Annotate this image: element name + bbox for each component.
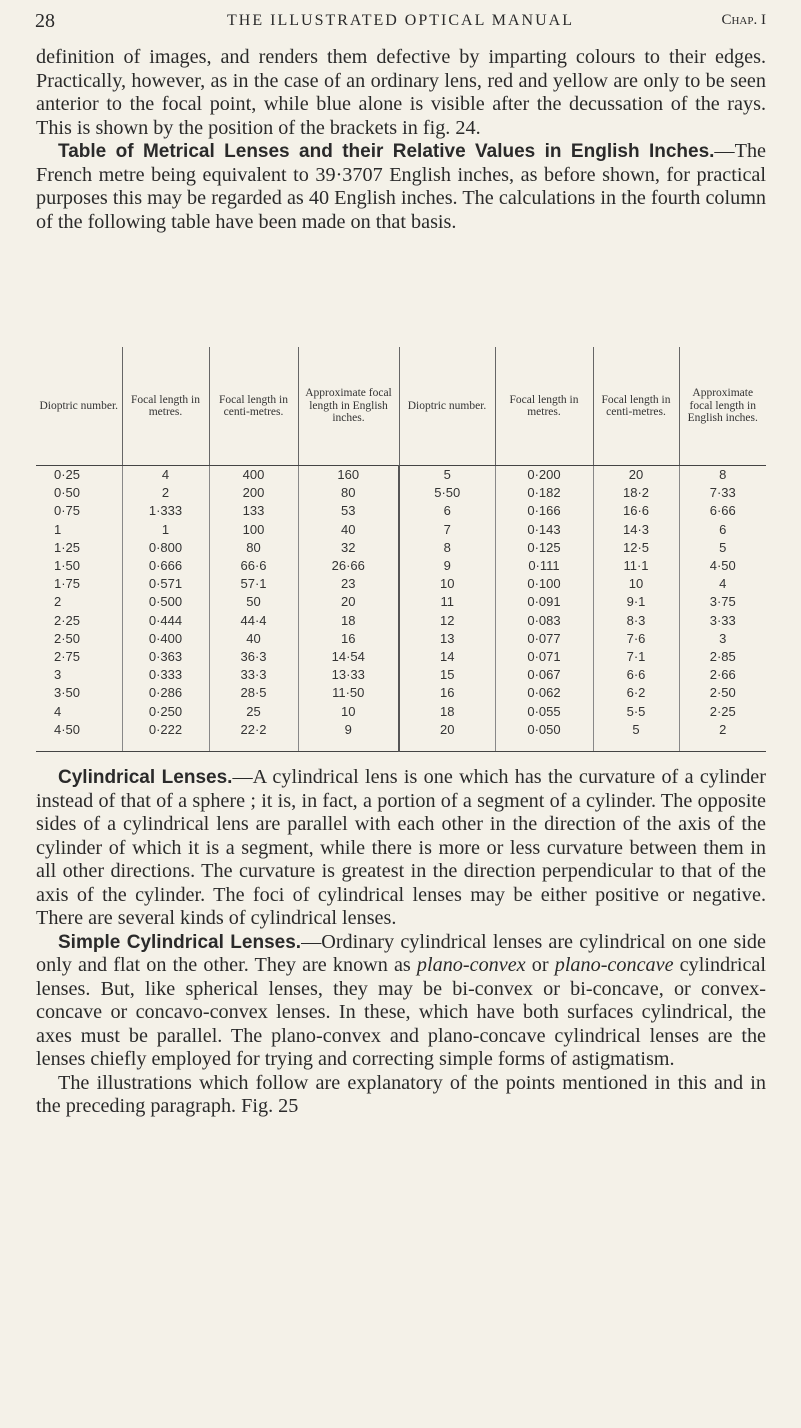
table-row bbox=[36, 666, 766, 684]
table-cell: 25 bbox=[209, 702, 298, 720]
table-cell: 32 bbox=[298, 539, 399, 557]
bottom-text bbox=[36, 766, 766, 1119]
table-cell: 7·6 bbox=[593, 630, 679, 648]
table-cell: 0·25 bbox=[54, 467, 81, 483]
table-cell: 66·6 bbox=[209, 557, 298, 575]
table-cell: 8 bbox=[679, 466, 766, 485]
table-cell: 6·6 bbox=[593, 666, 679, 684]
table-cell: 18 bbox=[298, 612, 399, 630]
table-cell: 0·111 bbox=[495, 557, 593, 575]
table-cell: 12 bbox=[399, 612, 495, 630]
table-cell: 4 bbox=[122, 466, 209, 485]
table-cell: 11 bbox=[399, 593, 495, 611]
table-row bbox=[36, 648, 766, 666]
table-row bbox=[36, 721, 766, 752]
table-cell: 2·66 bbox=[679, 666, 766, 684]
table-cell: 1·333 bbox=[122, 502, 209, 520]
cylindrical-lenses-heading: Cylindrical Lenses. bbox=[58, 767, 233, 788]
table-row bbox=[36, 502, 766, 520]
table-cell: 9·1 bbox=[593, 593, 679, 611]
table-cell: 13 bbox=[399, 630, 495, 648]
plano-convex-term: plano-convex bbox=[416, 954, 526, 976]
table-cell: 5 bbox=[399, 466, 495, 485]
table-cell: 1·25 bbox=[54, 539, 81, 555]
table-cell: 2·85 bbox=[679, 648, 766, 666]
table-cell: 33·3 bbox=[209, 666, 298, 684]
table-cell: 6·2 bbox=[593, 684, 679, 702]
table-cell: 2 bbox=[122, 484, 209, 502]
table-cell: 2·25 bbox=[679, 702, 766, 720]
table-cell: 0·400 bbox=[122, 630, 209, 648]
table-cell: 26·66 bbox=[298, 557, 399, 575]
table-cell: 16 bbox=[399, 684, 495, 702]
table-row bbox=[36, 593, 766, 611]
table-row bbox=[36, 575, 766, 593]
table-cell: 7·33 bbox=[679, 484, 766, 502]
table-cell: 36·3 bbox=[209, 648, 298, 666]
table-cell: 9 bbox=[298, 721, 399, 752]
table-cell: 80 bbox=[298, 484, 399, 502]
plano-concave-term: plano-concave bbox=[554, 954, 674, 976]
table-cell: 0·125 bbox=[495, 539, 593, 557]
table-cell: 1·50 bbox=[54, 558, 81, 574]
table-cell: 50 bbox=[209, 593, 298, 611]
table-cell: 6 bbox=[679, 521, 766, 539]
table-cell: 133 bbox=[209, 502, 298, 520]
table-cell: 2 bbox=[679, 721, 766, 752]
column-header: Focal length in centi-metres. bbox=[209, 347, 298, 466]
table-cell: 7 bbox=[399, 521, 495, 539]
table-cell: 20 bbox=[298, 593, 399, 611]
table-row bbox=[36, 484, 766, 502]
column-header: Dioptric number. bbox=[36, 347, 122, 466]
column-header: Approximate focal length in English inches. bbox=[298, 347, 399, 466]
table-row bbox=[36, 684, 766, 702]
metrical-lens-table bbox=[36, 347, 766, 752]
table-cell: 57·1 bbox=[209, 575, 298, 593]
table-cell: 3 bbox=[679, 630, 766, 648]
table-cell: 2 bbox=[54, 594, 62, 610]
table-cell: 0·067 bbox=[495, 666, 593, 684]
table-cell: 5 bbox=[593, 721, 679, 752]
table-cell: 4 bbox=[54, 703, 62, 719]
table-cell: 7·1 bbox=[593, 648, 679, 666]
column-header: Focal length in metres. bbox=[495, 347, 593, 466]
table-cell: 100 bbox=[209, 521, 298, 539]
table-cell: 1·75 bbox=[54, 576, 81, 592]
table-cell: 80 bbox=[209, 539, 298, 557]
table-cell: 0·571 bbox=[122, 575, 209, 593]
simple-cylindrical-heading: Simple Cylindrical Lenses. bbox=[58, 931, 302, 953]
table-cell: 0·062 bbox=[495, 684, 593, 702]
table-cell: 0·363 bbox=[122, 648, 209, 666]
table-cell: 1 bbox=[122, 521, 209, 539]
table-cell: 0·071 bbox=[495, 648, 593, 666]
table-cell: 10 bbox=[593, 575, 679, 593]
table-cell: 0·250 bbox=[122, 702, 209, 720]
table-cell: 15 bbox=[399, 666, 495, 684]
table-cell: 5·5 bbox=[593, 702, 679, 720]
table-cell: 2·50 bbox=[54, 630, 81, 646]
table-cell: 0·050 bbox=[495, 721, 593, 752]
table-cell: 0·182 bbox=[495, 484, 593, 502]
table-cell: 10 bbox=[298, 702, 399, 720]
table-cell: 2·75 bbox=[54, 648, 81, 664]
table-cell: 0·100 bbox=[495, 575, 593, 593]
table-cell: 200 bbox=[209, 484, 298, 502]
table-cell: 0·800 bbox=[122, 539, 209, 557]
table-cell: 0·055 bbox=[495, 702, 593, 720]
table-cell: 6·66 bbox=[679, 502, 766, 520]
column-header: Approximate focal length in English inches. bbox=[679, 347, 766, 466]
table-cell: 12·5 bbox=[593, 539, 679, 557]
table-cell: 53 bbox=[298, 502, 399, 520]
table-cell: 0·083 bbox=[495, 612, 593, 630]
simple-text: cylindrical lenses. But, like spherical lenses, they may be bi-convex or bi-concave, or convex-concave or concavo-convex lenses. In these, which have both surfaces cylindrical, the axes must be parallel. The plano-convex and plano-concave cylindrical lenses are the lenses chiefly employed for trying and correcting simple forms of astigmatism. bbox=[36, 954, 766, 1070]
table-cell: 160 bbox=[298, 466, 399, 485]
table-body bbox=[36, 466, 766, 752]
running-title: THE ILLUSTRATED OPTICAL MANUAL bbox=[227, 12, 574, 29]
table-row bbox=[36, 466, 766, 485]
table-cell: 28·5 bbox=[209, 684, 298, 702]
table-cell: 23 bbox=[298, 575, 399, 593]
table-cell: 20 bbox=[399, 721, 495, 752]
table-cell: 4·50 bbox=[679, 557, 766, 575]
top-text bbox=[36, 46, 766, 234]
table-cell: 5 bbox=[679, 539, 766, 557]
chapter-label: Chap. I bbox=[721, 12, 766, 28]
table-cell: 11·1 bbox=[593, 557, 679, 575]
table-cell: 13·33 bbox=[298, 666, 399, 684]
table-cell: 0·200 bbox=[495, 466, 593, 485]
table-cell: 20 bbox=[593, 466, 679, 485]
table-cell: 1 bbox=[54, 521, 62, 537]
table-row bbox=[36, 612, 766, 630]
table-cell: 4·50 bbox=[36, 721, 122, 752]
table-header-row bbox=[36, 347, 766, 466]
table-cell: 0·500 bbox=[122, 593, 209, 611]
table-cell: 0·333 bbox=[122, 666, 209, 684]
table-cell: 11·50 bbox=[298, 684, 399, 702]
column-header: Focal length in centi-metres. bbox=[593, 347, 679, 466]
table-row bbox=[36, 539, 766, 557]
table-row bbox=[36, 557, 766, 575]
table-section-body: —The French metre being equivalent to 39·3707 English inches, as before shown, for practical purposes this may be regarded as 40 English inches. The calculations in the fourth column of the following table have been made on that basis. bbox=[36, 140, 766, 233]
page-number: 28 bbox=[35, 10, 55, 32]
table-cell: 16 bbox=[298, 630, 399, 648]
table-section-heading: Table of Metrical Lenses and their Relative Values in English Inches. bbox=[58, 141, 715, 162]
table-cell: 14·3 bbox=[593, 521, 679, 539]
table-cell: 14 bbox=[399, 648, 495, 666]
table-cell: 14·54 bbox=[298, 648, 399, 666]
table-cell: 18 bbox=[399, 702, 495, 720]
table-cell: 4 bbox=[679, 575, 766, 593]
table-cell: 2·25 bbox=[54, 612, 81, 628]
table-cell: 6 bbox=[399, 502, 495, 520]
table-cell: 0·444 bbox=[122, 612, 209, 630]
table-cell: 0·091 bbox=[495, 593, 593, 611]
table-cell: 0·50 bbox=[54, 485, 81, 501]
table-cell: 2·50 bbox=[679, 684, 766, 702]
table-cell: 0·75 bbox=[54, 503, 81, 519]
table-section-paragraph bbox=[36, 140, 766, 234]
table-cell: 0·666 bbox=[122, 557, 209, 575]
table-cell: 40 bbox=[298, 521, 399, 539]
cylindrical-lenses-paragraph bbox=[36, 766, 766, 931]
table-cell: 8·3 bbox=[593, 612, 679, 630]
table-cell: 5·50 bbox=[399, 484, 495, 502]
table-cell: 16·6 bbox=[593, 502, 679, 520]
table-cell: 3·50 bbox=[54, 685, 81, 701]
table-cell: 3 bbox=[54, 667, 62, 683]
simple-text: —Ordinary cylindrical lenses are cylindrical on one side only and flat on the other. They are known as bbox=[36, 930, 766, 976]
table-row bbox=[36, 630, 766, 648]
column-header: Dioptric number. bbox=[399, 347, 495, 466]
table-cell: 10 bbox=[399, 575, 495, 593]
table-cell: 0·143 bbox=[495, 521, 593, 539]
table-row bbox=[36, 521, 766, 539]
intro-paragraph: definition of images, and renders them defective by imparting colours to their edges. Practically, however, as in the case of an ordinary lens, red and yellow are only to be seen anterior to the focal point, while blue alone is visible after the decussation of the rays. This is shown by the position of the brackets in fig. 24. bbox=[36, 46, 766, 139]
table-cell: 40 bbox=[209, 630, 298, 648]
simple-text: or bbox=[525, 954, 555, 976]
table-row bbox=[36, 702, 766, 720]
table-cell: 18·2 bbox=[593, 484, 679, 502]
table-cell: 3·33 bbox=[679, 612, 766, 630]
table-cell: 9 bbox=[399, 557, 495, 575]
table-cell: 44·4 bbox=[209, 612, 298, 630]
simple-cylindrical-paragraph bbox=[36, 931, 766, 1072]
table-cell: 22·2 bbox=[209, 721, 298, 752]
page-header bbox=[35, 10, 766, 40]
table-cell: 400 bbox=[209, 466, 298, 485]
table-cell: 8 bbox=[399, 539, 495, 557]
closing-paragraph: The illustrations which follow are explanatory of the points mentioned in this and in the preceding paragraph. Fig. 25 bbox=[36, 1071, 766, 1117]
table-cell: 0·166 bbox=[495, 502, 593, 520]
column-header: Focal length in metres. bbox=[122, 347, 209, 466]
table-cell: 3·75 bbox=[679, 593, 766, 611]
table-cell: 0·222 bbox=[122, 721, 209, 752]
cylindrical-lenses-body: —A cylindrical lens is one which has the curvature of a cylinder instead of that of a sphere ; it is, in fact, a portion of a segment of a cylinder. The opposite sides of a cylindrical lens are parallel with each other in the direction of the axis of the cylinder of which it is a segment, while there is more or less curvature between them in all other directions. The curvature is greatest in the direction perpendicular to that of the axis of the cylinder. The foci of cylindrical lenses may be either positive or negative. There are several kinds of cylindrical lenses. bbox=[36, 766, 766, 929]
table-cell: 0·286 bbox=[122, 684, 209, 702]
table-cell: 0·077 bbox=[495, 630, 593, 648]
